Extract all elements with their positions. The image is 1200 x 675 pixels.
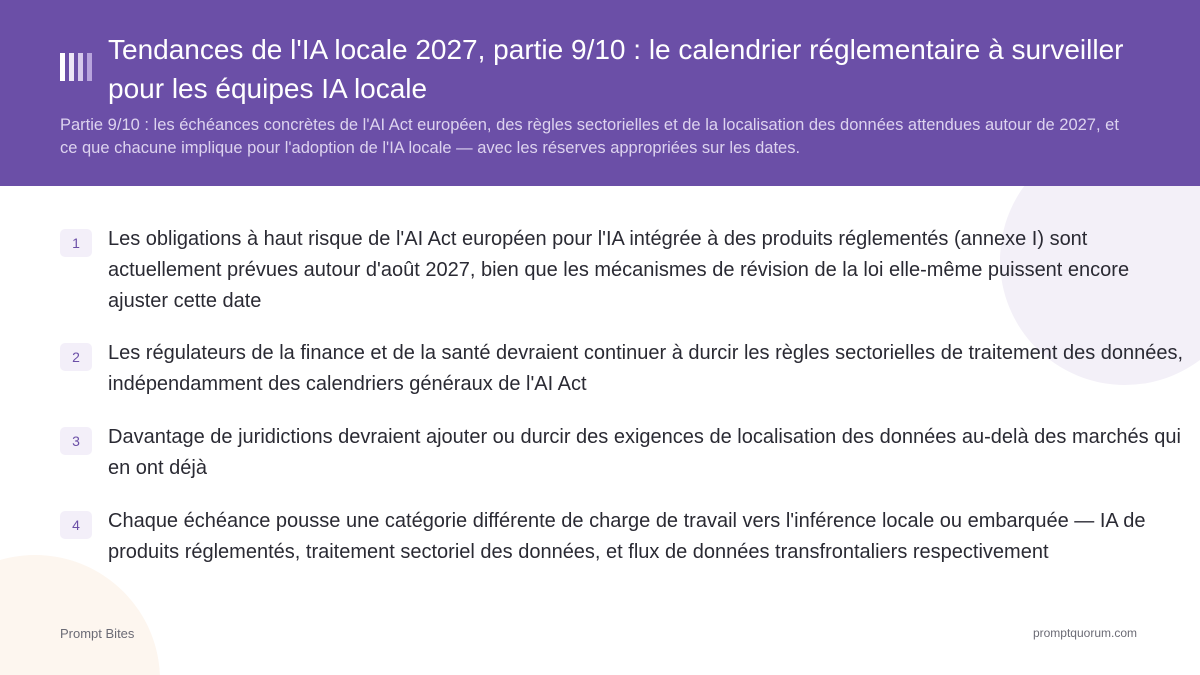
decorative-circle-left <box>0 555 160 675</box>
footer-brand: Prompt Bites <box>60 626 135 641</box>
logo-bar <box>78 53 83 81</box>
bars-logo-icon <box>60 53 94 81</box>
item-number-badge: 4 <box>60 511 92 539</box>
logo-bar <box>87 53 92 81</box>
item-text: Chaque échéance pousse une catégorie différente de charge de travail vers l'inférence locale ou embarquée — IA de produits réglementés, traitement sectoriel des données, et flux de données transfrontaliers respectivement <box>108 510 1146 563</box>
item-number-badge: 3 <box>60 427 92 455</box>
item-text: Les obligations à haut risque de l'AI Act européen pour l'IA intégrée à des produits réglementés (annexe I) sont actuellement prévues autour d'août 2027, bien que les mécanismes de révision de la loi elle-même puissent encore ajuster cette date <box>108 228 1130 312</box>
item-text: Les régulateurs de la finance et de la santé devraient continuer à durcir les règles sectorielles de traitement des données, indépendamment des calendriers généraux de l'AI Act <box>108 342 1184 395</box>
item-number-badge: 2 <box>60 343 92 371</box>
page-title: Tendances de l'IA locale 2027, partie 9/10 : le calendrier réglementaire à surveiller pour les équipes IA locale <box>108 34 1124 104</box>
header-banner <box>0 0 1200 186</box>
item-number-badge: 1 <box>60 229 92 257</box>
item-text: Davantage de juridictions devraient ajouter ou durcir des exigences de localisation des données au-delà des marchés qui en ont déjà <box>108 426 1181 479</box>
footer-site-link[interactable]: promptquorum.com <box>1032 626 1137 640</box>
logo-bar <box>60 53 65 81</box>
page-subtitle: Partie 9/10 : les échéances concrètes de l'AI Act européen, des règles sectorielles et de la localisation des données attendues autour de 2027, et ce que chacune implique pour l'adoption de l'IA locale — avec les réserves appropriées sur les dates. <box>60 116 1119 157</box>
logo-bar <box>69 53 74 81</box>
